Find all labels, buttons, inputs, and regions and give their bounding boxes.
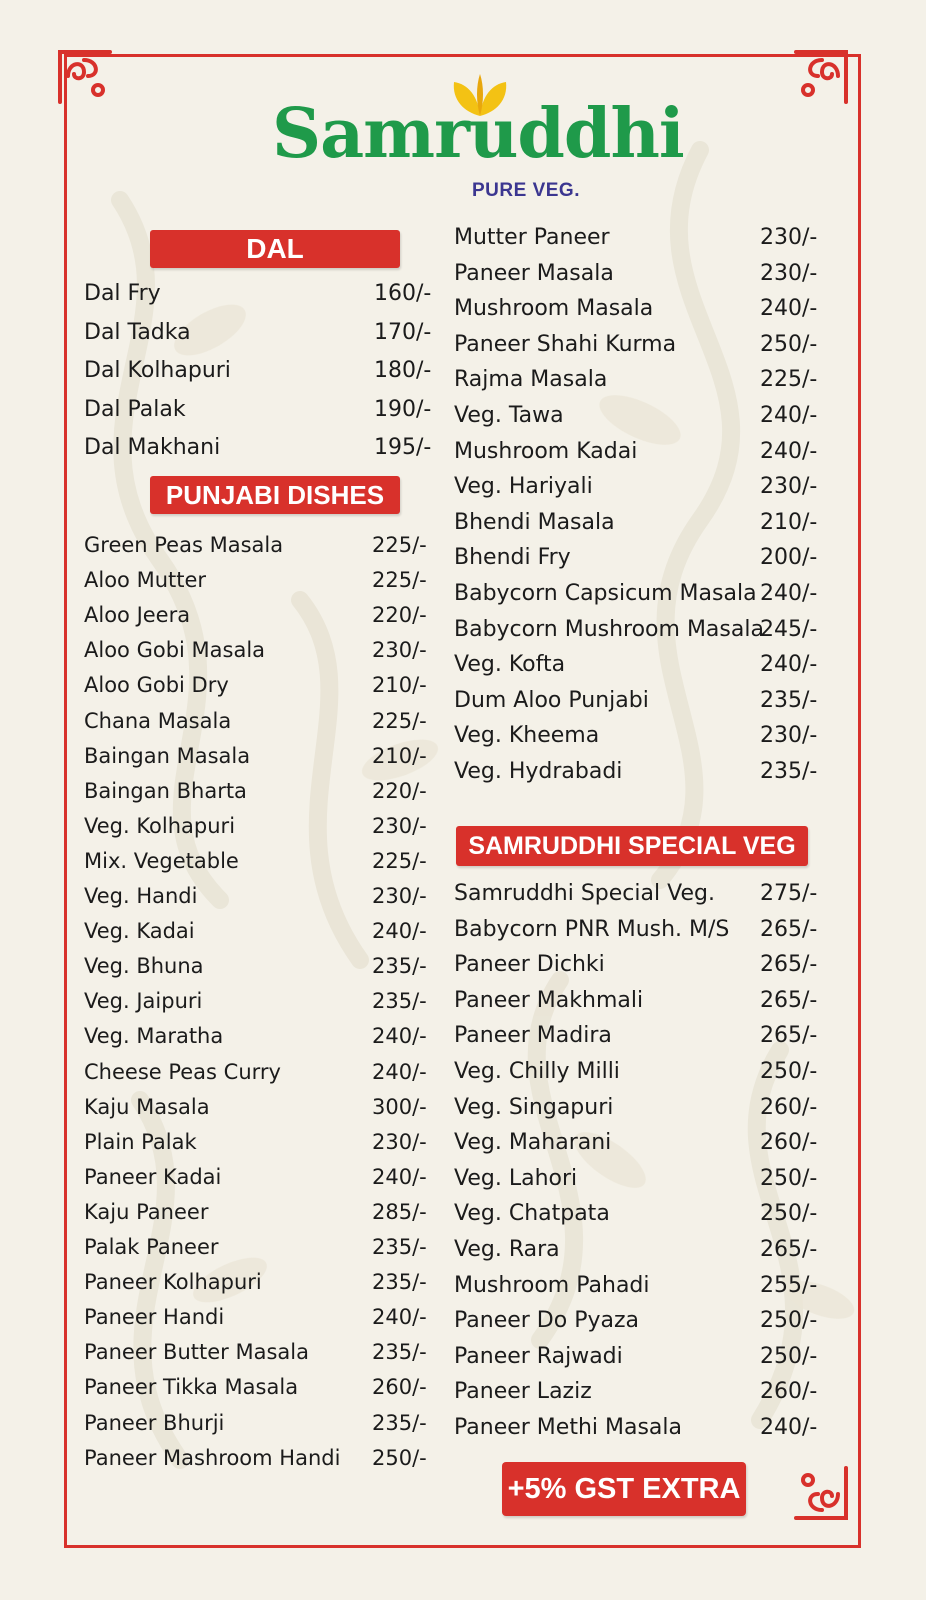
menu-item-price: 265/- — [760, 1237, 818, 1262]
menu-item-name: Aloo Gobi Masala — [84, 638, 266, 663]
menu-item-name: Mushroom Kadai — [454, 438, 638, 464]
menu-item-price: 225/- — [372, 533, 427, 557]
menu-item-price: 210/- — [372, 673, 427, 698]
menu-item-name: Dal Makhani — [84, 435, 221, 461]
menu-item-name: Paneer Handi — [84, 1305, 225, 1330]
menu-item-name: Paneer Mashroom Handi — [84, 1445, 341, 1470]
menu-item-name: Paneer Do Pyaza — [454, 1308, 640, 1334]
menu-item-name: Paneer Rajwadi — [454, 1343, 623, 1369]
menu-item-name: Veg. Singapuri — [454, 1094, 614, 1120]
menu-item-name: Veg. Chatpata — [454, 1201, 610, 1227]
menu-item-price: 235/- — [372, 1270, 427, 1295]
menu-item-price: 230/- — [372, 884, 427, 908]
menu-item-price: 230/- — [372, 1129, 427, 1154]
menu-item-name: Aloo Jeera — [84, 603, 191, 628]
menu-item-name: Veg. Lahori — [454, 1165, 578, 1191]
menu-item-name: Rajma Masala — [454, 367, 608, 393]
menu-item-price: 240/- — [760, 403, 818, 428]
menu-item-price: 240/- — [760, 1415, 818, 1440]
menu-item-price: 200/- — [760, 545, 818, 571]
menu-item-name: Veg. Handi — [84, 884, 198, 908]
menu-item-price: 230/- — [760, 723, 818, 749]
menu-item-price: 245/- — [760, 616, 818, 642]
menu-item-price: 250/- — [760, 1165, 818, 1191]
menu-item-price: 230/- — [760, 225, 818, 250]
menu-item-price: 265/- — [760, 1023, 818, 1049]
menu-item-price: 250/- — [760, 1308, 818, 1334]
menu-item-name: Aloo Mutter — [84, 568, 207, 593]
menu-item-price: 235/- — [760, 687, 818, 713]
menu-item-price: 220/- — [372, 778, 427, 803]
section-title-punjabi: PUNJABI DISHES — [150, 476, 400, 514]
menu-item-price: 250/- — [372, 1445, 427, 1470]
menu-item-price: 240/- — [372, 1059, 427, 1084]
menu-item-price: 260/- — [760, 1379, 818, 1405]
menu-item-price: 225/- — [372, 708, 427, 733]
menu-item-price: 180/- — [374, 358, 432, 384]
menu-item-name: Paneer Bhurji — [84, 1410, 225, 1435]
menu-item-name: Paneer Laziz — [454, 1379, 592, 1405]
menu-item-name: Mushroom Masala — [454, 296, 654, 322]
menu-item-price: 265/- — [760, 952, 818, 978]
menu-item-name: Dal Tadka — [84, 319, 191, 345]
menu-item-price: 220/- — [372, 603, 427, 628]
menu-item-name: Veg. Kolhapuri — [84, 813, 236, 838]
menu-item-name: Dum Aloo Punjabi — [454, 687, 649, 713]
menu-item-name: Veg. Kadai — [84, 919, 195, 944]
menu-item-name: Cheese Peas Curry — [84, 1059, 281, 1084]
menu-item-name: Dal Fry — [84, 281, 161, 306]
menu-item-name: Veg. Maratha — [84, 1024, 224, 1049]
menu-item-price: 260/- — [760, 1094, 818, 1120]
menu-item-price: 225/- — [372, 848, 427, 873]
menu-item-name: Veg. Jaipuri — [84, 989, 203, 1014]
menu-item-name: Bhendi Fry — [454, 545, 571, 571]
menu-item-name: Kaju Masala — [84, 1094, 210, 1119]
menu-item-price: 255/- — [760, 1272, 818, 1298]
menu-item-price: 235/- — [760, 759, 818, 784]
menu-item-name: Babycorn PNR Mush. M/S — [454, 916, 730, 942]
menu-item-name: Veg. Maharani — [454, 1130, 612, 1156]
menu-item-name: Paneer Kolhapuri — [84, 1270, 262, 1295]
brand-logo — [268, 72, 684, 207]
menu-item-price: 230/- — [760, 474, 818, 500]
menu-item-price: 160/- — [374, 281, 432, 306]
corner-ornament-icon — [790, 46, 852, 108]
menu-item-price: 250/- — [760, 1201, 818, 1227]
menu-item-name: Babycorn Capsicum Masala — [454, 581, 757, 606]
menu-item-price: 230/- — [372, 638, 427, 663]
menu-item-name: Veg. Kheema — [454, 723, 600, 749]
menu-item-name: Veg. Rara — [454, 1237, 560, 1262]
menu-item-price: 300/- — [372, 1094, 427, 1119]
menu-item-price: 240/- — [760, 438, 818, 464]
menu-item-name: Paneer Butter Masala — [84, 1340, 309, 1365]
menu-item-name: Baingan Masala — [84, 743, 251, 768]
menu-item-price: 230/- — [760, 260, 818, 286]
menu-item-price: 240/- — [372, 1164, 427, 1189]
menu-item-price: 240/- — [760, 652, 818, 678]
menu-item-name: Veg. Bhuna — [84, 954, 204, 979]
menu-item-price: 235/- — [372, 954, 427, 979]
menu-item-name: Samruddhi Special Veg. — [454, 881, 715, 906]
menu-item-price: 250/- — [760, 1343, 818, 1369]
menu-item-price: 230/- — [372, 813, 427, 838]
menu-item-price: 260/- — [372, 1375, 427, 1400]
menu-item-name: Babycorn Mushroom Masala — [454, 616, 764, 642]
menu-item-name: Paneer Madira — [454, 1023, 612, 1049]
menu-item-price: 235/- — [372, 1410, 427, 1435]
section-title-special: SAMRUDDHI SPECIAL VEG — [456, 826, 808, 866]
menu-item-price: 250/- — [760, 331, 818, 357]
brand-name: Samruddhi — [272, 94, 684, 174]
menu-item-name: Dal Palak — [84, 396, 186, 422]
menu-item-name: Baingan Bharta — [84, 778, 247, 803]
menu-item-price: 265/- — [760, 987, 818, 1013]
menu-item-price: 235/- — [372, 1235, 427, 1259]
menu-item-price: 275/- — [760, 881, 818, 906]
menu-item-price: 240/- — [372, 919, 427, 944]
menu-item-price: 285/- — [372, 1199, 427, 1224]
menu-item-price: 260/- — [760, 1130, 818, 1156]
menu-item-name: Paneer Kadai — [84, 1164, 222, 1189]
menu-item-name: Veg. Kofta — [454, 652, 566, 678]
menu-item-name: Paneer Shahi Kurma — [454, 331, 677, 357]
menu-item-price: 225/- — [760, 367, 818, 393]
menu-item-name: Paneer Tikka Masala — [84, 1375, 299, 1400]
menu-item-name: Paneer Methi Masala — [454, 1415, 683, 1440]
menu-item-name: Plain Palak — [84, 1129, 197, 1154]
menu-item-price: 235/- — [372, 989, 427, 1014]
menu-item-name: Mushroom Pahadi — [454, 1272, 650, 1298]
menu-item-name: Aloo Gobi Dry — [84, 673, 229, 698]
corner-ornament-icon — [54, 46, 116, 108]
menu-item-name: Veg. Hydrabadi — [454, 759, 623, 784]
menu-item-name: Veg. Tawa — [454, 403, 564, 428]
gst-note-badge: +5% GST EXTRA — [502, 1462, 746, 1516]
menu-item-name: Mutter Paneer — [454, 225, 610, 250]
menu-item-price: 240/- — [760, 296, 818, 322]
menu-item-price: 240/- — [372, 1305, 427, 1330]
menu-item-price: 210/- — [372, 743, 427, 768]
menu-item-name: Dal Kolhapuri — [84, 358, 231, 384]
menu-item-name: Veg. Hariyali — [454, 474, 593, 500]
menu-item-name: Paneer Makhmali — [454, 987, 644, 1013]
menu-item-price: 240/- — [372, 1024, 427, 1049]
menu-item-price: 240/- — [760, 581, 818, 606]
menu-item-name: Bhendi Masala — [454, 509, 615, 535]
menu-item-name: Paneer Dichki — [454, 952, 605, 978]
corner-ornament-icon — [790, 1462, 852, 1524]
menu-item-name: Mix. Vegetable — [84, 848, 239, 873]
menu-item-price: 235/- — [372, 1340, 427, 1365]
menu-item-name: Paneer Masala — [454, 260, 614, 286]
menu-item-price: 195/- — [374, 435, 432, 461]
menu-item-price: 170/- — [374, 319, 432, 345]
menu-item-price: 225/- — [372, 568, 427, 593]
menu-item-name: Palak Paneer — [84, 1235, 219, 1259]
menu-item-price: 210/- — [760, 509, 818, 535]
section-title-dal: DAL — [150, 230, 400, 268]
menu-item-price: 265/- — [760, 916, 818, 942]
menu-item-price: 250/- — [760, 1059, 818, 1084]
menu-item-price: 190/- — [374, 396, 432, 422]
menu-item-name: Green Peas Masala — [84, 533, 284, 557]
menu-item-name: Chana Masala — [84, 708, 232, 733]
menu-item-name: Veg. Chilly Milli — [454, 1059, 620, 1084]
menu-item-name: Kaju Paneer — [84, 1199, 209, 1224]
brand-tagline: PURE VEG. — [472, 180, 580, 201]
